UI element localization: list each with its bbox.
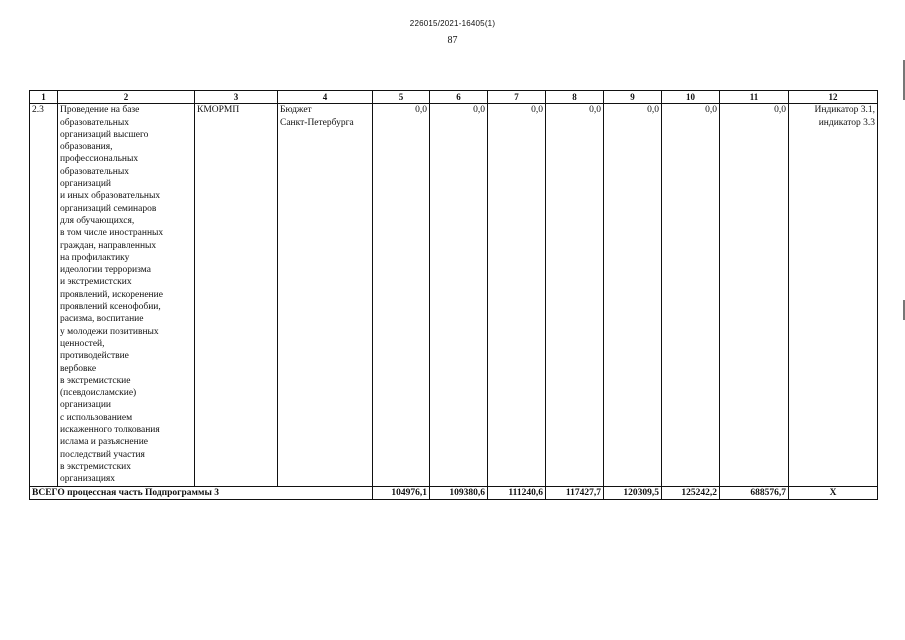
total-row [30, 486, 878, 499]
description-line: организаций семинаров [60, 203, 157, 214]
total-label: ВСЕГО процессная часть Подпрограммы 3 [30, 486, 373, 499]
description-line: расизма, воспитание [60, 314, 144, 325]
description-line: организациях [60, 474, 116, 485]
description-line: искаженного толкования [60, 425, 160, 436]
description-line: вербовке [60, 363, 97, 374]
row-description [58, 104, 195, 486]
value-cell: 0,0 [430, 104, 488, 486]
header-row [30, 91, 878, 104]
total-value-cell: 125242,2 [662, 486, 720, 499]
funding-source-cell [278, 104, 373, 486]
value-cell: 0,0 [546, 104, 604, 486]
column-header: 3 [195, 91, 278, 104]
description-line: образования, [60, 142, 113, 153]
program-table [29, 90, 878, 500]
total-value-cell: 111240,6 [488, 486, 546, 499]
funding-source-line: Бюджет [280, 105, 312, 116]
funding-source-line: Санкт-Петербурга [280, 117, 354, 128]
column-header: 9 [604, 91, 662, 104]
description-line: противодействие [60, 351, 129, 362]
description-line: в том числе иностранных [60, 228, 164, 239]
column-header: 2 [58, 91, 195, 104]
indicator-line: Индикатор 3.1, [814, 105, 875, 116]
description-line: в экстремистские [60, 375, 131, 386]
column-header: 8 [546, 91, 604, 104]
description-line: ценностей, [60, 338, 105, 349]
table-row [30, 104, 878, 486]
description-line: профессиональных [60, 154, 139, 165]
total-value-cell: 109380,6 [430, 486, 488, 499]
description-line: организаций высшего [60, 129, 149, 140]
description-line: на профилактику [60, 252, 130, 263]
description-line: организации [60, 400, 112, 411]
description-line: образовательных [60, 117, 129, 128]
total-value-cell: 104976,1 [373, 486, 430, 499]
column-header: 7 [488, 91, 546, 104]
description-line: организаций [60, 179, 112, 190]
description-line: образовательных [60, 166, 129, 177]
description-line: для обучающихся, [60, 215, 135, 226]
indicator-line: индикатор 3.3 [818, 117, 875, 128]
description-line: ислама и разъяснение [60, 437, 148, 448]
page-number: 87 [447, 35, 458, 46]
document-id: 226015/2021-16405(1) [409, 19, 496, 28]
description-line: Проведение на базе [60, 105, 140, 116]
row-number: 2.3 [30, 104, 58, 486]
column-header: 1 [30, 91, 58, 104]
description-line: проявлений, искоренение [60, 289, 163, 300]
description-line: последствий участия [60, 449, 145, 460]
value-cell: 0,0 [373, 104, 430, 486]
column-header: 4 [278, 91, 373, 104]
column-header: 6 [430, 91, 488, 104]
description-line: в экстремистских [60, 461, 132, 472]
value-cell: 0,0 [488, 104, 546, 486]
description-line: идеологии терроризма [60, 265, 151, 276]
description-line: граждан, направленных [60, 240, 157, 251]
description-line: с использованием [60, 412, 133, 423]
value-cell: 0,0 [720, 104, 789, 486]
column-header: 12 [789, 91, 878, 104]
description-line: и иных образовательных [60, 191, 161, 202]
column-header: 11 [720, 91, 789, 104]
description-line: проявлений ксенофобии, [60, 302, 161, 313]
description-line: (псевдоисламские) [60, 388, 137, 399]
indicator-cell [789, 104, 878, 486]
description-line: у молодежи позитивных [60, 326, 159, 337]
column-header: 5 [373, 91, 430, 104]
total-value-cell: 120309,5 [604, 486, 662, 499]
column-header: 10 [662, 91, 720, 104]
value-cell: 0,0 [662, 104, 720, 486]
executor-cell: КМОРМП [195, 104, 278, 486]
total-value-cell: 688576,7 [720, 486, 789, 499]
description-line: и экстремистских [60, 277, 132, 288]
total-indicator-cell: X [789, 486, 878, 499]
value-cell: 0,0 [604, 104, 662, 486]
total-value-cell: 117427,7 [546, 486, 604, 499]
